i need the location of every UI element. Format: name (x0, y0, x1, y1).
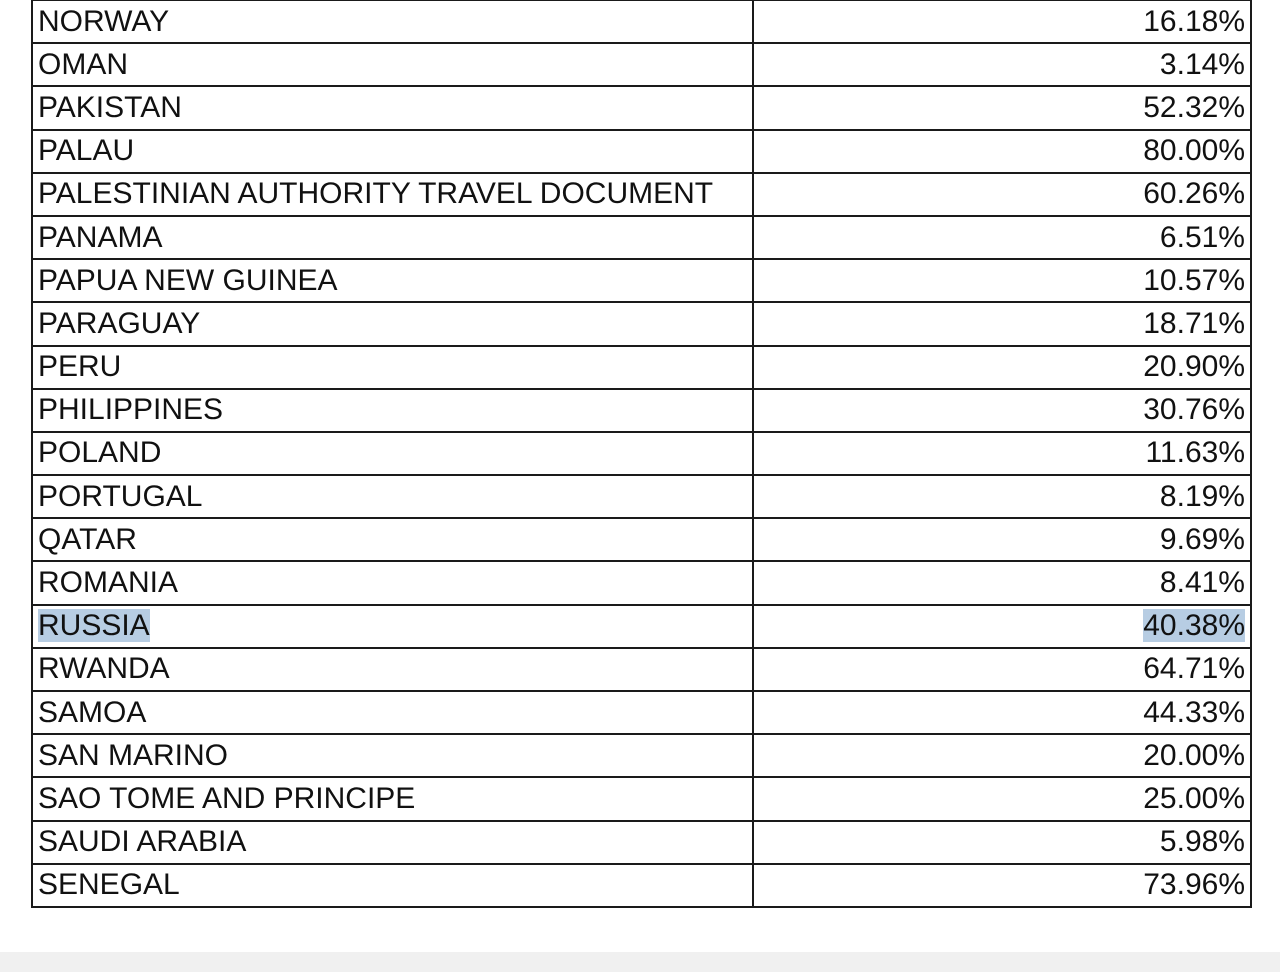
rate-cell[interactable] (753, 346, 1251, 389)
rate-value: 20.00% (1143, 738, 1245, 772)
table-row (32, 130, 1251, 173)
country-label: PALAU (38, 134, 135, 168)
country-label: QATAR (38, 522, 137, 556)
rate-cell[interactable] (753, 648, 1251, 691)
rate-cell[interactable] (753, 561, 1251, 604)
table-row (32, 864, 1251, 907)
country-cell[interactable] (32, 475, 753, 518)
rate-cell[interactable] (753, 0, 1251, 43)
table-row (32, 821, 1251, 864)
country-label: PORTUGAL (38, 479, 203, 513)
rate-cell[interactable] (753, 130, 1251, 173)
table-row (32, 259, 1251, 302)
table-row (32, 389, 1251, 432)
table-row (32, 475, 1251, 518)
rate-cell[interactable] (753, 475, 1251, 518)
country-label: PAKISTAN (38, 90, 182, 124)
table-row (32, 302, 1251, 345)
rate-value: 52.32% (1143, 90, 1245, 124)
country-cell[interactable] (32, 691, 753, 734)
rate-value: 8.19% (1159, 479, 1245, 513)
country-label: RWANDA (38, 652, 170, 686)
rate-value: 30.76% (1143, 393, 1245, 427)
country-label: RUSSIA (38, 609, 150, 643)
country-label: OMAN (38, 47, 128, 81)
rate-cell[interactable] (753, 389, 1251, 432)
rate-cell[interactable] (753, 86, 1251, 129)
rate-value: 64.71% (1143, 652, 1245, 686)
rate-cell[interactable] (753, 43, 1251, 86)
country-cell[interactable] (32, 130, 753, 173)
country-cell[interactable] (32, 605, 753, 648)
country-label: ROMANIA (38, 566, 179, 600)
rate-value: 8.41% (1159, 566, 1245, 600)
country-cell[interactable] (32, 518, 753, 561)
table-row (32, 777, 1251, 820)
rate-value: 16.18% (1143, 4, 1245, 38)
country-cell[interactable] (32, 216, 753, 259)
rate-value: 10.57% (1143, 263, 1245, 297)
country-label: PARAGUAY (38, 306, 201, 340)
table-row (32, 346, 1251, 389)
table-row (32, 561, 1251, 604)
rate-value: 6.51% (1159, 220, 1245, 254)
table-row (32, 691, 1251, 734)
rate-value: 5.98% (1159, 825, 1245, 859)
country-label: PALESTINIAN AUTHORITY TRAVEL DOCUMENT (38, 177, 714, 211)
country-cell[interactable] (32, 86, 753, 129)
country-cell[interactable] (32, 821, 753, 864)
country-label: PHILIPPINES (38, 393, 224, 427)
table-row-selected (32, 605, 1251, 648)
rate-cell[interactable] (753, 216, 1251, 259)
rate-value: 60.26% (1143, 177, 1245, 211)
rate-cell[interactable] (753, 173, 1251, 216)
rate-cell[interactable] (753, 777, 1251, 820)
country-cell[interactable] (32, 561, 753, 604)
rate-cell[interactable] (753, 605, 1251, 648)
rate-value: 44.33% (1143, 695, 1245, 729)
table-row (32, 734, 1251, 777)
country-cell[interactable] (32, 43, 753, 86)
rate-value: 3.14% (1159, 47, 1245, 81)
table-body (32, 0, 1251, 907)
country-label: PERU (38, 350, 122, 384)
table-row (32, 86, 1251, 129)
rate-value: 18.71% (1143, 306, 1245, 340)
rate-cell[interactable] (753, 432, 1251, 475)
country-cell[interactable] (32, 0, 753, 43)
country-cell[interactable] (32, 346, 753, 389)
rate-value: 20.90% (1143, 350, 1245, 384)
table-row (32, 216, 1251, 259)
country-rate-table (31, 0, 1252, 908)
country-label: SAUDI ARABIA (38, 825, 247, 859)
table-row (32, 432, 1251, 475)
country-label: PANAMA (38, 220, 163, 254)
rate-cell[interactable] (753, 821, 1251, 864)
rate-value: 9.69% (1159, 522, 1245, 556)
rate-cell[interactable] (753, 691, 1251, 734)
country-cell[interactable] (32, 648, 753, 691)
country-label: SENEGAL (38, 868, 180, 902)
country-cell[interactable] (32, 777, 753, 820)
country-label: POLAND (38, 436, 162, 470)
country-cell[interactable] (32, 734, 753, 777)
rate-cell[interactable] (753, 864, 1251, 907)
rate-cell[interactable] (753, 259, 1251, 302)
country-cell[interactable] (32, 389, 753, 432)
rate-cell[interactable] (753, 302, 1251, 345)
country-cell[interactable] (32, 864, 753, 907)
country-cell[interactable] (32, 432, 753, 475)
rate-value: 73.96% (1143, 868, 1245, 902)
table-row (32, 648, 1251, 691)
country-label: PAPUA NEW GUINEA (38, 263, 338, 297)
country-cell[interactable] (32, 173, 753, 216)
rate-value: 40.38% (1143, 609, 1245, 643)
rate-value: 80.00% (1143, 134, 1245, 168)
table-row (32, 0, 1251, 43)
rate-cell[interactable] (753, 734, 1251, 777)
country-label: SAN MARINO (38, 738, 229, 772)
country-cell[interactable] (32, 302, 753, 345)
country-cell[interactable] (32, 259, 753, 302)
table-row (32, 518, 1251, 561)
rate-value: 25.00% (1143, 781, 1245, 815)
country-label: SAO TOME AND PRINCIPE (38, 781, 416, 815)
rate-cell[interactable] (753, 518, 1251, 561)
rate-value: 11.63% (1145, 436, 1245, 470)
table-row (32, 43, 1251, 86)
table-row (32, 173, 1251, 216)
country-label: SAMOA (38, 695, 147, 729)
page-bottom-edge (0, 952, 1280, 972)
country-label: NORWAY (38, 4, 170, 38)
